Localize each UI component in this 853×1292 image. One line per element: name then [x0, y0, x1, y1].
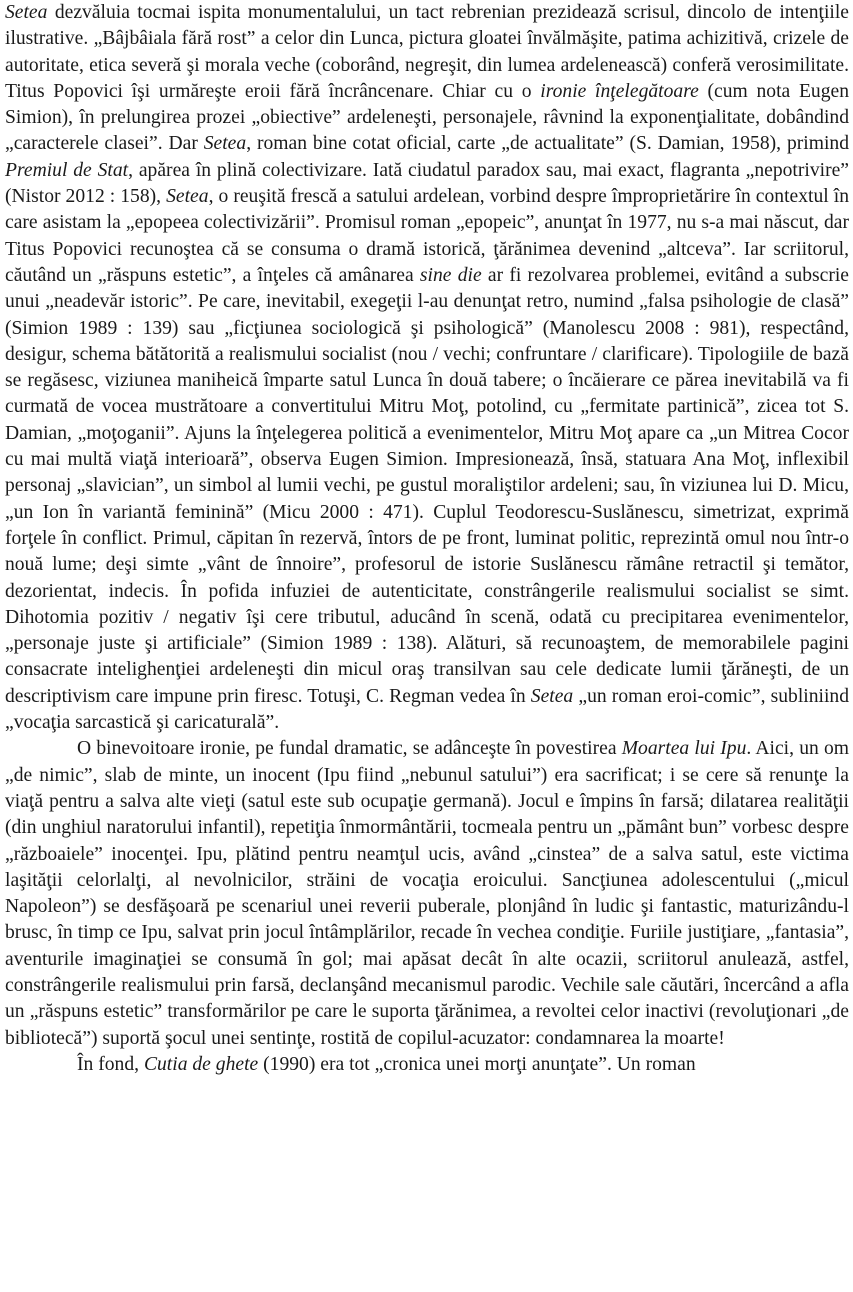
italic-title-text: ironie înţelegătoare — [540, 80, 699, 102]
italic-title-text: Cutia de ghete — [143, 1053, 259, 1075]
italic-title-text: Setea — [530, 685, 574, 707]
paragraph-text: , roman bine cotat oficial, carte „de actualitate” (S. Damian, 1958), primind — [246, 133, 850, 155]
paragraph — [5, 0, 849, 736]
paragraph-text: „un roman eroi-comic”, subliniind „vocaţia sarcastică şi caricaturală”. — [5, 685, 849, 734]
paragraph-text: (1990) era tot „cronica unei morţi anunţate”. Un roman — [258, 1053, 696, 1075]
paragraph-text: (cum nota Eugen Simion), în prelungirea prozei „obiective” ardeleneşti, personajele, râvnind la exponenţialitate, dobândind „caracterele clasei”. Dar — [5, 80, 849, 155]
paragraph-text: În fond, — [77, 1053, 144, 1075]
paragraph-text: dezvăluia tocmai ispita monumentalului, un tact rebrenian prezidează scrisul, dincolo de intenţiile ilustrative. „Bâjbâiala fără rost” a celor din Lunca, pictura gloatei învălmăşite, patima achizitivă, crizele de autoritate, etica severă şi morala veche (coborând, negreşit, din lumea ardelenească) conferă verosimilitate. Titus Popovici îşi urmăreşte eroii fără încrâncenare. Chiar cu o — [5, 2, 849, 102]
paragraph-text: ar fi rezolvarea problemei, evitând a subscrie unui „neadevăr istoric”. Pe care, inevitabil, exegeţii l-au denunţat retro, numind „falsa psihologie de clasă” (Simion 1989 : 139) sau „ficţiunea sociologică şi psihologică” (Manolescu 2008 : 981), respectând, desigur, schema bătătorită a realismului socialist (nou / vechi; confruntare / clarificare). Tipologiile de bază se regăsesc, viziunea maniheică împarte satul Lunca în două tabere; o încăierare ce părea inevitabilă va fi curmată de vocea mustrătoare a convertitului Mitru Moţ, potolind, cu „fermitate partinică”, zicea tot S. Damian, „moţoganii”. Ajuns la înţelegerea politică a evenimentelor, Mitru Moţ apare ca „un Mitrea Cocor cu mai multă viaţă interioară”, observa Eugen Simion. Impresionează, însă, statuara Ana Moţ, inflexibil personaj „slavician”, un simbol al lumii vechi, pe gustul moraliştilor ardeleni; sau, în viziunea lui D. Micu, „un Ion în variantă feminină” (Micu 2000 : 471). Cuplul Teodorescu-Suslănescu, simetrizat, exprimă forţele în conflict. Primul, căpitan în rezervă, întors de pe front, luminat politic, reprezintă omul nou într-o nouă lume; deşi simte „vânt de înnoire”, profesorul de istorie Suslănescu rămâne retractil şi temător, dezorientat, indecis. În pofida infuziei de autenticitate, constrângerile realismului socialist se simt. Dihotomia pozitiv / negativ îşi cere tributul, aducând în scenă, odată cu precipitarea evenimentelor, „personaje juste şi artificiale” (Simion 1989 : 138). Alături, să recunoaştem, de memorabilele pagini consacrate intelighenţiei ardeleneşti din micul oraş transilvan sau cele dedicate lumii ţărăneşti, de un descriptivism care impune prin firesc. Totuşi, C. Regman vedea în — [5, 264, 849, 707]
paragraph-text: . Aici, un om „de nimic”, slab de minte, un inocent (Ipu fiind „nebunul satului”) era sacrificat; i se cere să renunţe la viaţă pentru a salva alte vieţi (satul este sub ocupaţie germană). Jocul e împins în farsă; dilatarea realităţii (din unghiul naratorului infantil), repetiţia înmormântării, tocmeala pentru un „pământ bun” vorbesc despre „războaiele” inocenţei. Ipu, plătind pentru neamţul ucis, având „cinstea” de a salva satul, este victima laşităţii celorlalţi, al nevolnicilor, străini de vocaţia eroicului. Sancţiunea adolescentului („micul Napoleon”) se desfăşoară pe scenariul unei reverii puberale, plonjând în ludic şi fantastic, maturizându-l brusc, în timp ce Ipu, salvat prin jocul întâmplărilor, recade în vechea condiţie. Furiile justiţiare, „fantasia”, aventurile imaginaţiei se consumă în gol; mai apăsat decât în alte ocazii, scriitorul anulează, astfel, constrângerile realismului prin farsă, declanşând mecanismul parodic. Vechile sale căutări, încercând a afla un „răspuns estetic” transformărilor pe care le suporta ţărănimea, a revoltei celor inactivi (revoluţionari „de bibliotecă”) suportă şocul unei sentinţe, rostită de copilul-acuzator: condamnarea la moarte! — [5, 738, 850, 1049]
body-text — [5, 0, 849, 1078]
italic-title-text: sine die — [419, 264, 482, 286]
paragraph-text: O binevoitoare ironie, pe fundal dramatic, se adânceşte în povestirea — [77, 738, 622, 760]
italic-title-text: Premiul de Stat — [5, 159, 129, 181]
paragraph — [5, 736, 849, 1052]
italic-title-text: Moartea lui Ipu — [621, 738, 747, 760]
paragraph-text: , apărea în plină colectivizare. Iată ciudatul paradox sau, mai exact, flagranta „nepotrivire” (Nistor 2012 : 158), — [5, 159, 849, 208]
paragraph — [5, 1052, 849, 1078]
italic-title-text: Setea — [5, 2, 48, 23]
italic-title-text: Setea — [203, 133, 247, 155]
italic-title-text: Setea — [166, 186, 209, 208]
paragraph-text: , o reuşită frescă a satului ardelean, vorbind despre împroprietărire în contextul în care asistam la „epopeea colectivizării”. Promisul roman „epopeic”, anunţat în 1977, nu s-a mai născut, dar Titus Popovici recunoştea că se consuma o dramă istorică, ţărănimea devenind „altceva”. Iar scriitorul, căutând un „răspuns estetic”, a înţeles că amânarea — [5, 186, 849, 286]
